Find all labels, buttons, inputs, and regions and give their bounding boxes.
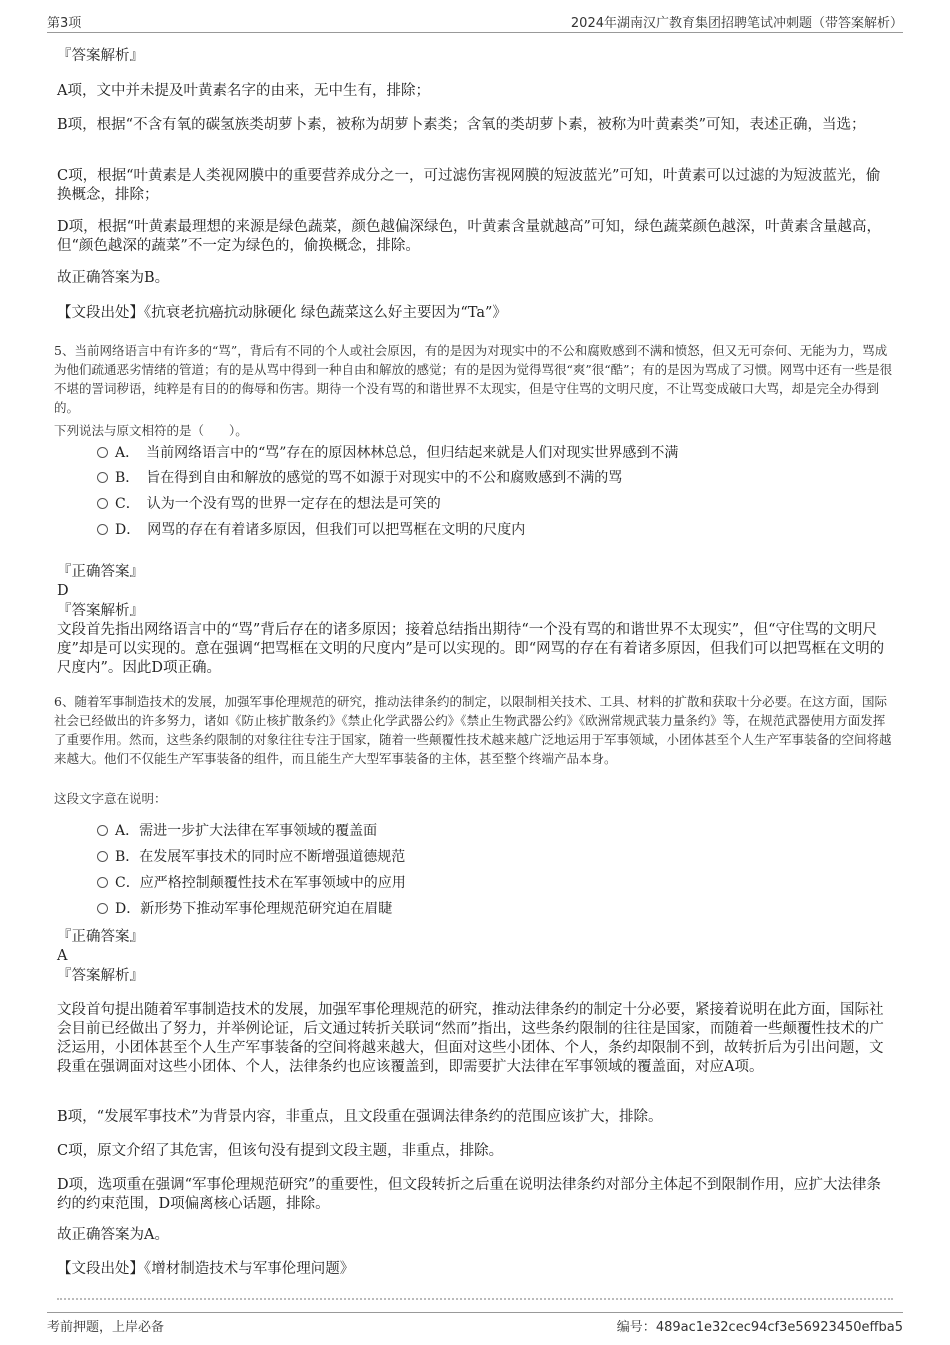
q4-source: 【文段出处】《抗衰老抗癌抗动脉硬化 绿色蔬菜这么好主要因为“Ta”》 xyxy=(57,305,507,321)
q4-analysis-a: A项，文中并未提及叶黄素名字的由来，无中生有，排除； xyxy=(57,83,430,99)
footer-slogan: 考前押题，上岸必备 xyxy=(47,1320,165,1335)
code-value: 489ac1e32cec94cf3e56923450effba5 xyxy=(655,1320,903,1335)
option-text: A． 当前网络语言中的“骂”存在的原因林林总总，但归结起来就是人们对现实世界感到不满 xyxy=(115,445,679,461)
q4-analysis-c: C项，根据“叶黄素是人类视网膜中的重要营养成分之一，可过滤伤害视网膜的短波蓝光”可知，叶黄素可以过滤的为短波蓝光，偷换概念，排除； xyxy=(57,168,881,203)
q5-analysis-label: 『答案解析』 xyxy=(57,603,144,619)
page-footer xyxy=(47,1312,903,1337)
radio-button-icon[interactable] xyxy=(97,903,108,914)
analysis-label: 『答案解析』 xyxy=(57,48,144,64)
option-text: B．在发展军事技术的同时应不断增强道德规范 xyxy=(115,849,406,865)
q6-option-c[interactable] xyxy=(97,873,406,893)
q5-option-c[interactable] xyxy=(97,494,441,514)
q4-conclusion: 故正确答案为B。 xyxy=(57,270,170,286)
q6-stem: 这段文字意在说明： xyxy=(54,791,167,806)
q6-conclusion: 故正确答案为A。 xyxy=(57,1227,169,1243)
radio-button-icon[interactable] xyxy=(97,877,108,888)
q6-analysis-c: C项，原文介绍了其危害，但该句没有提到文段主题，非重点，排除。 xyxy=(57,1143,504,1159)
radio-button-icon[interactable] xyxy=(97,524,108,535)
radio-button-icon[interactable] xyxy=(97,825,108,836)
q5-answer-label: 『正确答案』 xyxy=(57,564,144,580)
q6-analysis-label: 『答案解析』 xyxy=(57,968,144,984)
option-text: C．应严格控制颠覆性技术在军事领域中的应用 xyxy=(115,875,406,891)
q6-analysis-main: 文段首句提出随着军事制造技术的发展，加强军事伦理规范的研究，推动法律条约的制定十分必要，紧接着说明在此方面，国际社会目前已经做出了努力，并举例论证，后文通过转折关联词“然而”指出，这些条约限制的往往是国家，而随着一些颠覆性技术的广泛运用，小团体甚至个人生产军事装备的空间将越来越大，但面对这些小团体、个人，条约却限制不到，故转折后为引出问题，文段重在强调面对这些小团体、个人，法律条约也应该覆盖到，即需要扩大法律在军事领域的覆盖面，对应A项。 xyxy=(57,1002,884,1075)
clipped-next-line xyxy=(57,1294,893,1304)
code-label: 编号： xyxy=(616,1320,656,1335)
option-text: D．新形势下推动军事伦理规范研究迫在眉睫 xyxy=(115,901,393,917)
q6-passage: 6、随着军事制造技术的发展，加强军事伦理规范的研究，推动法律条约的制定，以限制相关技术、工具、材料的扩散和获取十分必要。在这方面，国际社会已经做出的许多努力，诸如《防止核扩散条约》《禁止化学武器公约》《禁止生物武器公约》《欧洲常规武装力量条约》等，在规范武器使用方面发挥了重要作用。然而，这些条约限制的对象往往专注于国家，随着一些颠覆性技术越来越广泛地运用于军事领域，小团体甚至个人生产军事装备的空间将越来越大。他们不仅能生产军事装备的组件，而且能生产大型军事装备的主体，甚至整个终端产品本身。 xyxy=(54,694,892,766)
radio-button-icon[interactable] xyxy=(97,498,108,509)
q5-analysis: 文段首先指出网络语言中的“骂”背后存在的诸多原因；接着总结指出期待“一个没有骂的和谐世界不太现实”，但“守住骂的文明尺度”却是可以实现的。意在强调“把骂框在文明的尺度内”是可以实现的。即“网骂的存在有着诸多原因，但我们可以把骂框在文明的尺度内”。因此D项正确。 xyxy=(57,622,885,676)
option-text: B． 旨在得到自由和解放的感觉的骂不如源于对现实中的不公和腐败感到不满的骂 xyxy=(115,470,623,486)
radio-button-icon[interactable] xyxy=(97,472,108,483)
page-header xyxy=(47,10,903,33)
q6-source: 【文段出处】《增材制造技术与军事伦理问题》 xyxy=(57,1261,355,1277)
q6-answer: A xyxy=(57,948,68,964)
q6-analysis-b: B项，“发展军事技术”为背景内容，非重点，且文段重在强调法律条约的范围应该扩大，排除。 xyxy=(57,1109,663,1125)
q5-passage: 5、当前网络语言中有许多的“骂”，背后有不同的个人或社会原因，有的是因为对现实中的不公和腐败感到不满和愤怒，但又无可奈何、无能为力，骂成为他们疏通恶劣情绪的管道；有的是从骂中得到一种自由和解放的感觉；有的是因为觉得骂很“爽”很“酷”；有的是因为骂成了习惯。网骂中还有一些是很不堪的詈词秽语，纯粹是有目的的侮辱和伤害。期待一个没有骂的和谐世界不太现实，但是守住骂的文明尺度，不让骂变成破口大骂，却是完全办得到的。 xyxy=(54,343,893,415)
q6-option-d[interactable] xyxy=(97,899,392,919)
q4-analysis-d: D项，根据“叶黄素最理想的来源是绿色蔬菜，颜色越偏深绿色，叶黄素含量就越高”可知，绿色蔬菜颜色越深，叶黄素含量越高，但“颜色越深的蔬菜”不一定为绿色的，偷换概念，排除。 xyxy=(57,219,881,254)
q6-analysis-d: D项，选项重在强调“军事伦理规范研究”的重要性，但文段转折之后重在说明法律条约对部分主体起不到限制作用，应扩大法律条约的约束范围，D项偏离核心话题，排除。 xyxy=(57,1177,881,1212)
q5-stem: 下列说法与原文相符的是（ ）。 xyxy=(54,423,248,438)
document-code xyxy=(617,1316,903,1335)
q6-answer-label: 『正确答案』 xyxy=(57,929,144,945)
q5-option-a[interactable] xyxy=(97,443,678,463)
option-text: D． 网骂的存在有着诸多原因，但我们可以把骂框在文明的尺度内 xyxy=(115,522,526,538)
q5-option-b[interactable] xyxy=(97,468,622,488)
option-text: C． 认为一个没有骂的世界一定存在的想法是可笑的 xyxy=(115,496,441,512)
radio-button-icon[interactable] xyxy=(97,447,108,458)
option-text: A．需进一步扩大法律在军事领域的覆盖面 xyxy=(115,823,378,839)
radio-button-icon[interactable] xyxy=(97,851,108,862)
q6-option-b[interactable] xyxy=(97,847,405,867)
q5-option-d[interactable] xyxy=(97,520,525,540)
q4-analysis-b: B项，根据“不含有氧的碳氢族类胡萝卜素，被称为胡萝卜素类；含氧的类胡萝卜素，被称为叶黄素类”可知，表述正确，当选； xyxy=(57,117,866,133)
page-number: 第3项 xyxy=(47,16,82,31)
q5-answer: D xyxy=(57,583,69,599)
q6-option-a[interactable] xyxy=(97,821,377,841)
document-title: 2024年湖南汉广教育集团招聘笔试冲刺题（带答案解析） xyxy=(570,16,903,31)
